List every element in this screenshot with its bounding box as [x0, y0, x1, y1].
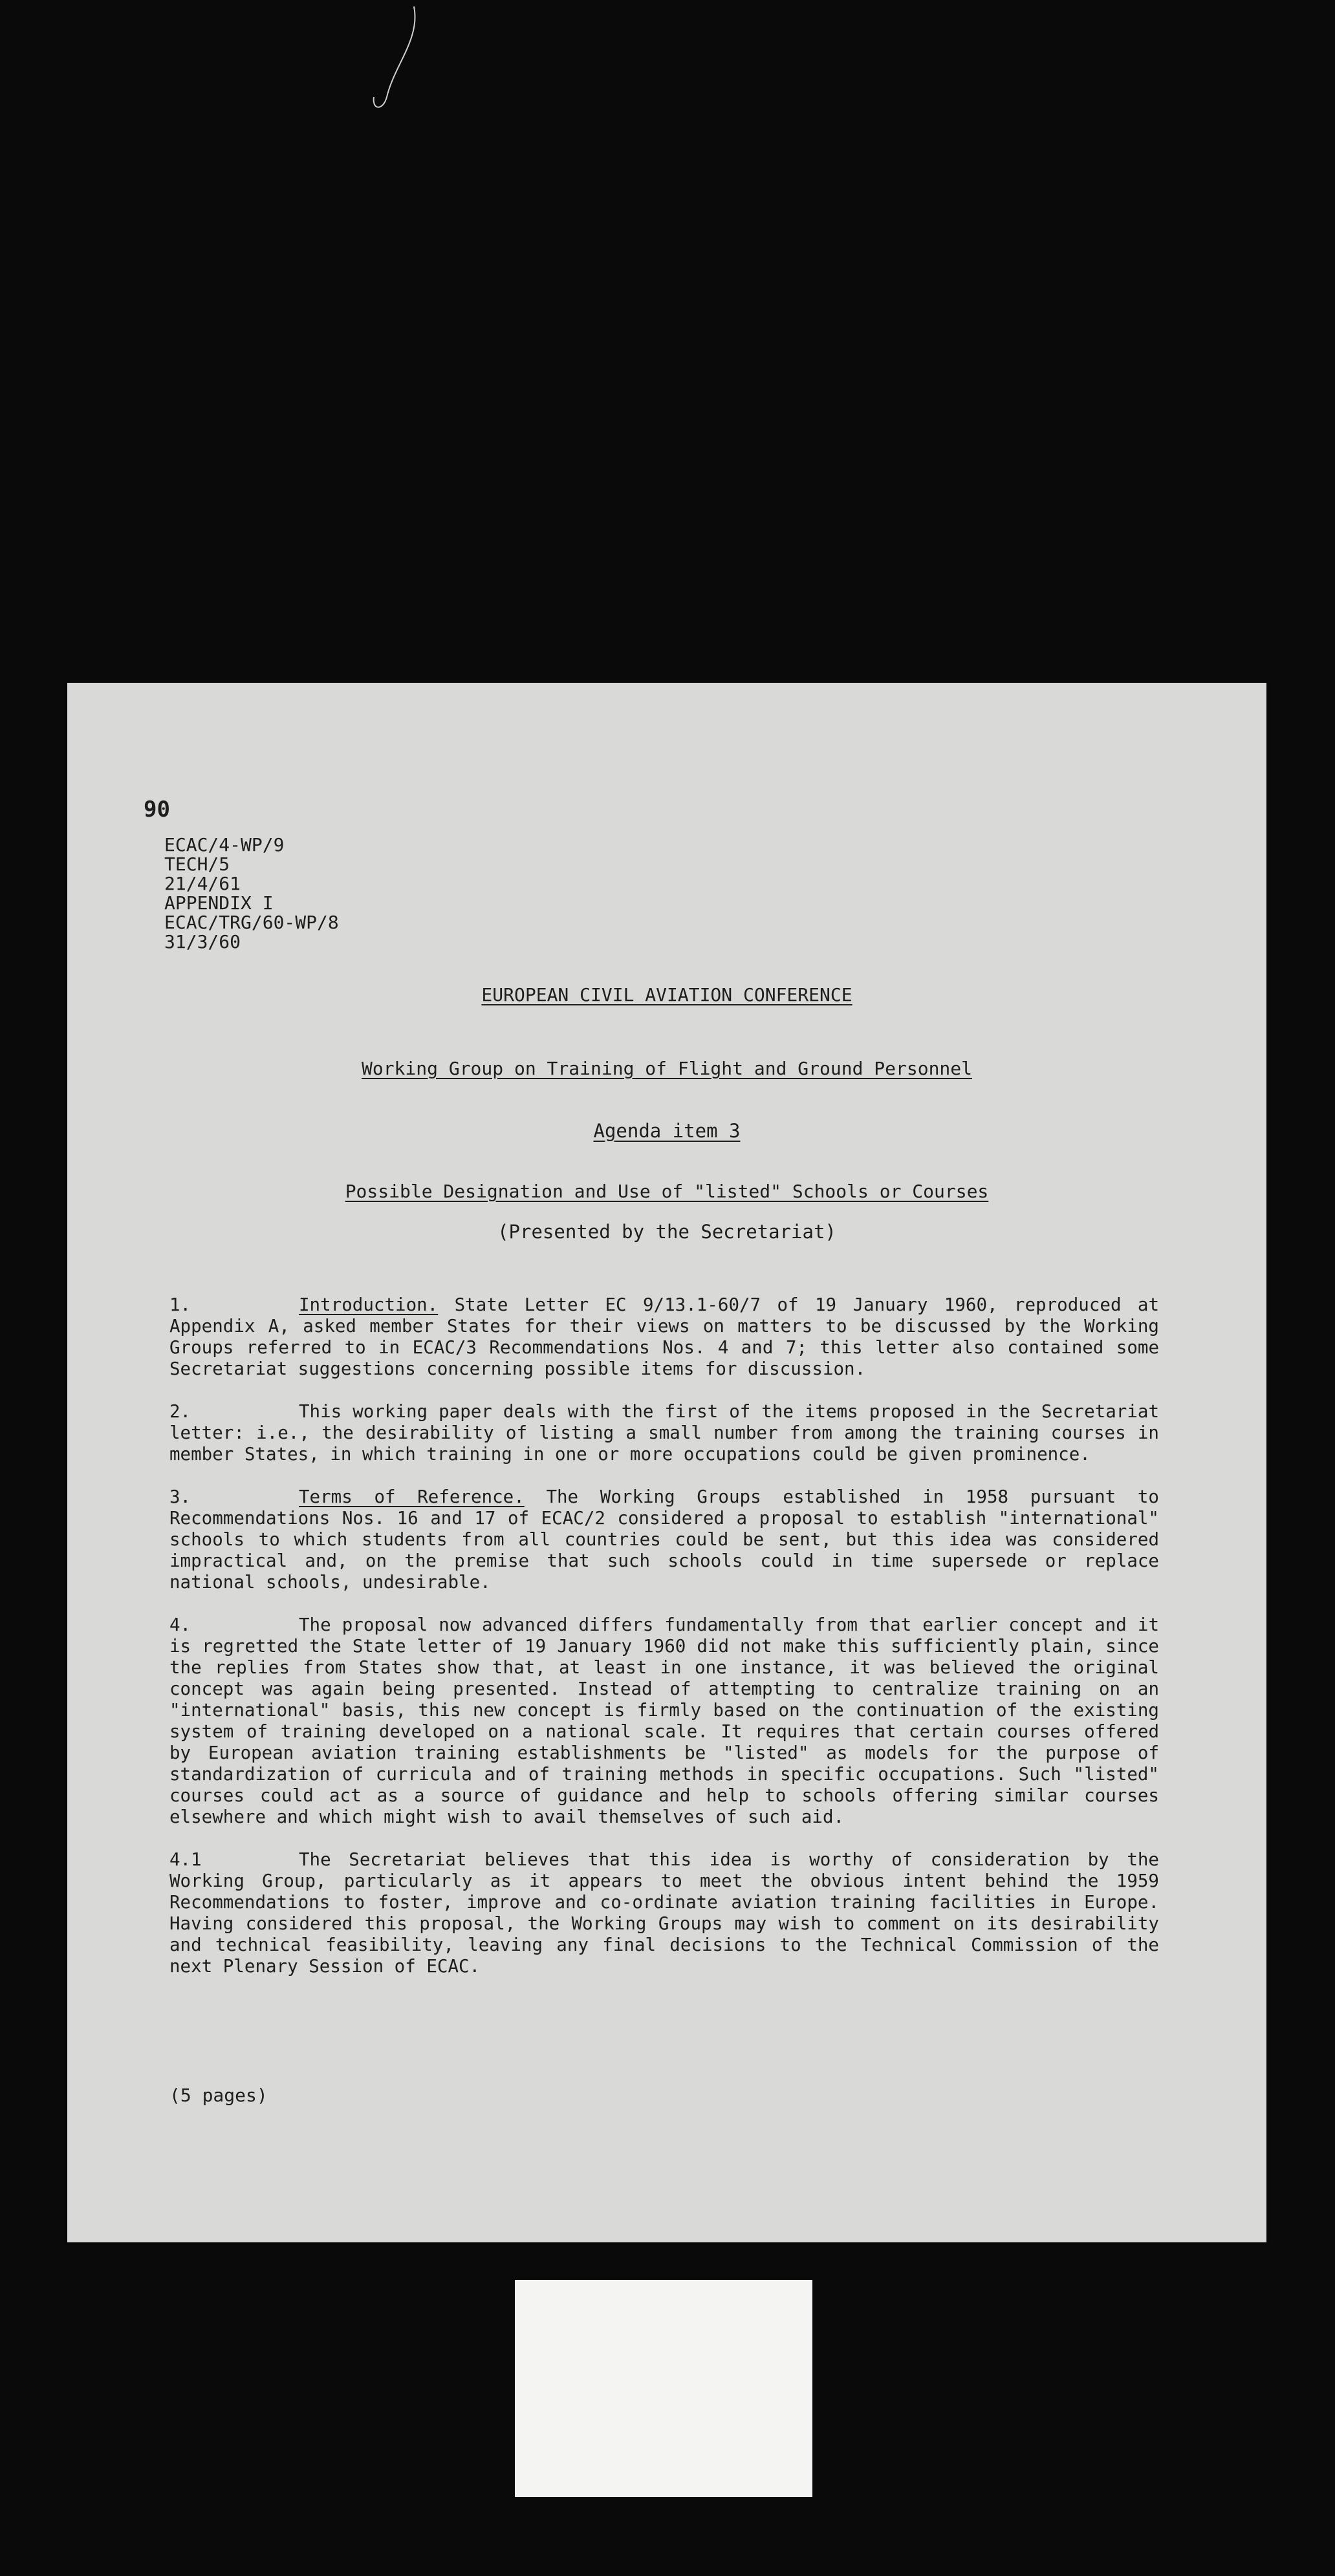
presented-by: (Presented by the Secretariat) — [497, 1221, 836, 1243]
agenda-row — [67, 1120, 1266, 1142]
paragraph-2 — [169, 1401, 1159, 1465]
paragraph-number: 1. — [169, 1294, 191, 1315]
reference-block — [164, 835, 339, 952]
reference-line: ECAC/TRG/60-WP/8 — [164, 912, 339, 933]
working-group-title: Working Group on Training of Flight and Ground Personnel — [361, 1058, 972, 1079]
paragraph-text: The Secretariat believes that this idea is worthy of consideration by the Working Group, particularly as it appears to meet the obvious intent behind the 1959 Recommendations to foster, improve and co-ordinate aviation training facilities in Europe. Having considered this proposal, the Working Groups may wish to comment on its desirability and technical feasibility, leaving any final decisions to the Technical Commission of the next Plenary Session of ECAC. — [169, 1849, 1159, 1977]
microfilm-target-card — [515, 2280, 812, 2497]
paper-heading-row — [67, 1181, 1266, 1202]
paragraph-text: The Working Groups established in 1958 pursuant to Recommendations Nos. 16 and 17 of ECAC/2 considered a proposal to establish "international" schools to which students from all countries could be sent, but this idea was considered impractical and, on the premise that such schools could in time supersede or replace national schools, undesirable. — [169, 1487, 1159, 1593]
document-page — [67, 683, 1266, 2242]
paragraph-4 — [169, 1615, 1159, 1828]
paragraph-number: 4.1 — [169, 1849, 202, 1870]
paragraph-4-1 — [169, 1849, 1159, 1977]
paper-heading: Possible Designation and Use of "listed" Schools or Courses — [345, 1181, 989, 1202]
reference-line: TECH/5 — [164, 853, 230, 875]
paragraph-text: This working paper deals with the first of the items proposed in the Secretariat letter: i.e., the desirability of listing a small number from among the training courses in member States, in which training in one or more occupations could be given prominence. — [169, 1401, 1159, 1465]
paragraph-text: The proposal now advanced differs fundamentally from that earlier concept and it is regretted the State letter of 19 January 1960 did not make this sufficiently plain, since the replies from States show that, at least in one instance, it was believed the original concept was again being presented. Instead of attempting to centralize training on an "international" basis, this new concept is firmly based on the continuation of the existing system of training developed on a national scale. It requires that certain courses offered by European aviation training establishments be "listed" as models for the purpose of standardization of curricula and of training methods in specific occupations. Such "listed" courses could act as a source of guidance and help to schools offering similar courses elsewhere and which might wish to avail themselves of such aid. — [169, 1615, 1159, 1827]
reference-line: 31/3/60 — [164, 931, 241, 952]
agenda-item: Agenda item 3 — [593, 1120, 741, 1142]
reference-line: 21/4/61 — [164, 873, 241, 894]
paragraph-heading: Introduction. — [299, 1294, 439, 1315]
document-body — [169, 1294, 1159, 1999]
paragraph-number: 3. — [169, 1487, 191, 1507]
paragraph-1 — [169, 1294, 1159, 1380]
document-title-row — [67, 984, 1266, 1005]
paragraph-text: State Letter EC 9/13.1-60/7 of 19 January 1960, reproduced at Appendix A, asked member States for their views on matters to be discussed by the Working Groups referred to in ECAC/3 Recommendations Nos. 4 and 7; this letter also contained some Secretariat suggestions concerning possible items for discussion. — [169, 1294, 1159, 1379]
page-count-note: (5 pages) — [169, 2085, 268, 2106]
working-group-row — [67, 1058, 1266, 1079]
paragraph-number: 4. — [169, 1615, 191, 1635]
document-title: EUROPEAN CIVIL AVIATION CONFERENCE — [481, 984, 852, 1005]
paragraph-number: 2. — [169, 1401, 191, 1422]
paragraph-3 — [169, 1487, 1159, 1593]
film-scratch-mark — [0, 0, 1335, 194]
reference-line: APPENDIX I — [164, 892, 274, 914]
paragraph-heading: Terms of Reference. — [299, 1487, 525, 1507]
page-number: 90 — [144, 797, 170, 822]
reference-line: ECAC/4-WP/9 — [164, 834, 285, 855]
